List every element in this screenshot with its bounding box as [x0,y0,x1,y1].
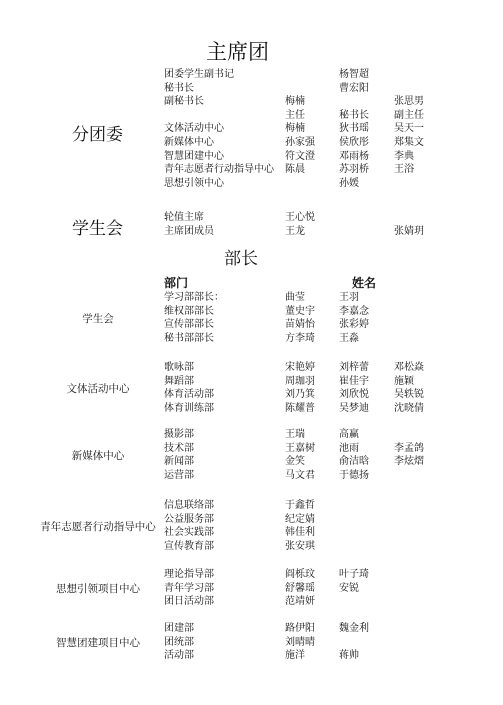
cell-c3: 刘欣悦 [339,389,369,401]
cell-c4: 郑集文 [394,137,424,148]
cell-c1: 学习部部长： [164,292,224,303]
cell-c3: 秘书长 [339,109,369,121]
cell-c4: 李孟鸽 [394,442,424,454]
cell-c2: 张安琪 [285,540,315,552]
header-name: 姓名 [352,276,377,290]
cell-c3: 崔佳宇 [339,375,369,387]
cell-c2: 曲莹 [285,292,305,303]
cell-c3: 吴梦迪 [339,402,369,414]
cell-c2: 符文澄 [285,150,315,162]
cell-c1: 运营部 [164,469,194,481]
ministers-title: 部长 [224,249,258,269]
cell-c2: 马文君 [285,469,315,481]
cell-c3: 于德扬 [339,469,369,481]
cell-c2: 宋艳婷 [285,362,315,373]
cell-c3: 孙媛 [339,177,359,189]
cell-c1: 信息联络部 [164,500,214,511]
cell-c1: 团日活动部 [164,596,214,608]
cell-c2: 孙家强 [285,137,315,148]
cell-c1: 新闻部 [164,456,194,468]
page-title: 主席团 [206,40,269,64]
cell-c4: 吴天一 [394,123,424,135]
cell-c4: 李炫熠 [394,456,424,468]
cell-c2: 刘晴晴 [285,636,315,648]
cell-c1: 青年志愿者行动指导中心 [164,164,274,176]
cell-c1: 团统部 [164,636,194,648]
cell-c2: 陈耀普 [285,402,315,414]
cell-c1: 秘书长 [164,82,194,94]
cell-c3: 叶子琦 [339,569,369,580]
cell-c3: 曹宏阳 [339,82,369,94]
cell-c4: 吴轶锐 [394,389,424,401]
cell-c2: 陈晨 [285,164,305,176]
cell-c3: 侯欣彤 [339,137,369,148]
cell-c4: 张思男 [394,96,424,108]
branch-label: 分团委 [72,125,123,145]
cell-c2: 阎栎玟 [285,569,315,580]
cell-c4: 沈晓倩 [394,402,424,414]
cell-c1: 宣传部部长 [164,319,214,331]
cell-c3: 李嘉念 [339,305,369,317]
cell-c1: 舞蹈部 [164,375,194,387]
cell-c2: 金笑 [285,456,305,468]
cell-c4: 副主任 [394,109,424,121]
cell-c1: 主席团成员 [164,225,214,237]
group-label: 新媒体中心 [71,450,125,463]
student-union-label: 学生会 [72,219,123,239]
group-label: 文体活动中心 [66,383,130,396]
cell-c3: 杨智超 [339,69,369,80]
cell-c3: 王淼 [339,332,359,344]
cell-c2: 范靖妍 [285,596,315,608]
cell-c3: 俞洁晗 [339,456,369,468]
cell-c3: 魏金利 [339,623,369,634]
cell-c3: 苏羽桥 [339,164,369,176]
cell-c4: 李典 [394,150,414,162]
cell-c1: 社会实践部 [164,527,214,539]
group-label: 智慧团建项目中心 [56,637,140,650]
cell-c2: 韩佳利 [285,527,315,539]
cell-c1: 文体活动中心 [164,123,224,135]
cell-c4: 施颖 [394,375,414,387]
cell-c3: 王羽 [339,292,359,303]
cell-c1: 理论指导部 [164,569,214,580]
cell-c2: 董史宇 [285,305,315,317]
cell-c1: 活动部 [164,650,194,662]
cell-c2: 梅楠 [285,123,305,135]
cell-c4: 王浴 [394,164,414,176]
cell-c4: 张婧玥 [394,225,424,237]
cell-c2: 苗婧怡 [285,319,315,331]
cell-c1: 宣传教育部 [164,540,214,552]
cell-c3: 池雨 [339,442,359,454]
cell-c1: 维权部部长 [164,305,214,317]
cell-c2: 王嘉树 [285,442,315,454]
cell-c3: 邓雨杨 [339,150,369,162]
cell-c1: 团委学生副书记 [164,69,234,80]
cell-c1: 青年学习部 [164,582,214,594]
cell-c1: 歌咏部 [164,362,194,373]
cell-c2: 刘乃箕 [285,389,315,401]
cell-c3: 张彩婷 [339,319,369,331]
cell-c3: 刘梓蕾 [339,362,369,373]
cell-c2: 梅楠 [285,96,305,108]
cell-c2: 王龙 [285,225,305,237]
cell-c1: 秘书部部长 [164,332,214,344]
cell-c2: 于鑫哲 [285,500,315,511]
group-label: 思想引领项目中心 [56,583,140,596]
cell-c2: 路伊阳 [285,623,315,634]
cell-c3: 狄书瑶 [339,123,369,135]
cell-c1: 思想引领中心 [164,177,224,189]
cell-c2: 王瑞 [285,429,305,440]
cell-c1: 体育活动部 [164,389,214,401]
cell-c1: 新媒体中心 [164,137,214,148]
cell-c1: 副秘书长 [164,96,204,108]
cell-c1: 技术部 [164,442,194,454]
cell-c1: 轮值主席 [164,212,204,223]
header-dept: 部门 [164,276,189,290]
cell-c2: 舒馨瑶 [285,582,315,594]
cell-c2: 施洋 [285,650,305,662]
group-label: 学生会 [82,313,114,326]
cell-c4: 邓松焱 [394,362,424,373]
cell-c1: 智慧团建中心 [164,150,224,162]
cell-c3: 高赢 [339,429,359,440]
cell-c1: 团建部 [164,623,194,634]
cell-c2: 方李琦 [285,332,315,344]
cell-c1: 体育训练部 [164,402,214,414]
cell-c1: 摄影部 [164,429,194,440]
group-label: 青年志愿者行动指导中心 [40,521,156,534]
cell-c2: 周珈羽 [285,375,315,387]
cell-c1: 公益服务部 [164,513,214,525]
cell-c3: 安锐 [339,582,359,594]
cell-c2: 王心悦 [285,212,315,223]
cell-c2: 纪定婧 [285,513,315,525]
cell-c2: 主任 [285,109,305,121]
cell-c3: 蒋帅 [339,650,359,662]
